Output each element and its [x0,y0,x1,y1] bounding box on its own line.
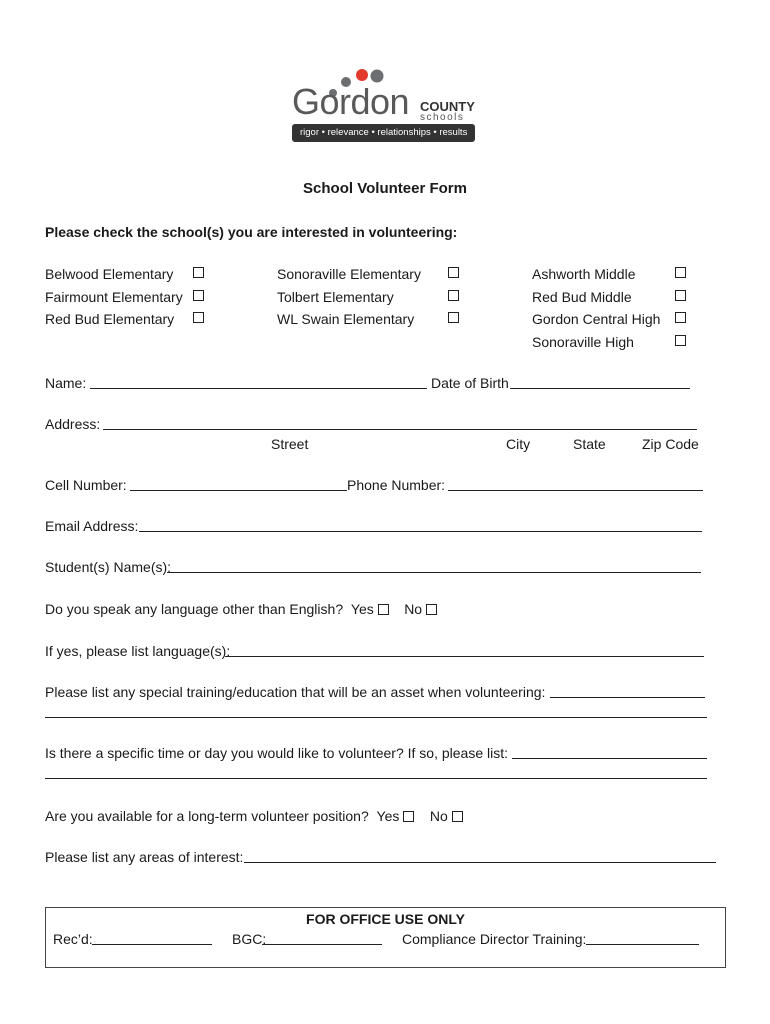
training-field-2[interactable] [45,717,707,718]
interests-field[interactable] [244,862,716,863]
dob-field[interactable] [510,388,690,389]
students-field[interactable] [167,572,701,573]
logo-tagline-bar [292,124,475,142]
longterm-question [45,808,463,824]
school-redbud-middle-checkbox[interactable] [675,290,686,301]
time-label: Is there a specific time or day you would like to volunteer? If so, please list: [45,745,509,761]
school-fairmount-checkbox[interactable] [193,290,204,301]
interests-label: Please list any areas of interest: [45,849,244,865]
language-no-label: No [404,601,423,617]
school-gordon-central-checkbox[interactable] [675,312,686,323]
address-field[interactable] [103,429,697,430]
school-belwood-label: Belwood Elementary [45,266,174,282]
office-use-box [45,907,726,968]
logo-tagline: rigor • relevance • relationships • results [300,127,468,138]
language-question-text: Do you speak any language other than English? [45,601,344,617]
address-street-caption: Street [271,436,309,452]
school-belwood-checkbox[interactable] [193,267,204,278]
logo-name: Gordon [292,81,410,122]
form-title: School Volunteer Form [303,180,467,197]
compliance-label: Compliance Director Training: [402,931,587,947]
school-redbud-elem-checkbox[interactable] [193,312,204,323]
phone-label: Phone Number: [347,477,446,493]
school-wlswain-checkbox[interactable] [448,312,459,323]
school-fairmount-label: Fairmount Elementary [45,289,183,305]
dob-label: Date of Birth [431,375,509,391]
email-field[interactable] [139,531,702,532]
school-sonoraville-elem-label: Sonoraville Elementary [277,266,421,282]
language-list-label: If yes, please list language(s): [45,643,231,659]
recd-field[interactable] [92,944,212,945]
phone-field[interactable] [448,490,703,491]
school-sonoraville-high-label: Sonoraville High [532,334,634,350]
school-sonoraville-elem-checkbox[interactable] [448,267,459,278]
longterm-no-checkbox[interactable] [452,811,463,822]
school-tolbert-label: Tolbert Elementary [277,289,394,305]
longterm-yes-checkbox[interactable] [403,811,414,822]
address-city-caption: City [506,436,531,452]
address-state-caption: State [573,436,606,452]
training-field-1[interactable] [550,697,705,698]
cell-field[interactable] [130,490,347,491]
language-yes-label: Yes [350,601,374,617]
students-label: Student(s) Name(s): [45,559,172,575]
language-no-checkbox[interactable] [426,604,437,615]
school-ashworth-checkbox[interactable] [675,267,686,278]
schools-prompt: Please check the school(s) you are interested in volunteering: [45,224,458,240]
name-label: Name: [45,375,87,391]
longterm-question-text: Are you available for a long-term volunteer position? [45,808,369,824]
bgc-field[interactable] [262,944,382,945]
school-redbud-middle-label: Red Bud Middle [532,289,632,305]
recd-label: Rec’d: [53,931,93,947]
logo [290,66,480,146]
cell-label: Cell Number: [45,477,127,493]
time-field-1[interactable] [512,758,707,759]
email-label: Email Address: [45,518,139,534]
address-zip-caption: Zip Code [642,436,699,452]
school-tolbert-checkbox[interactable] [448,290,459,301]
compliance-field[interactable] [586,944,699,945]
address-label: Address: [45,416,101,432]
name-field[interactable] [90,388,427,389]
longterm-yes-label: Yes [376,808,400,824]
school-ashworth-label: Ashworth Middle [532,266,636,282]
office-use-title: FOR OFFICE USE ONLY [306,911,465,927]
time-field-2[interactable] [45,778,707,779]
logo-schools: schools [420,112,465,123]
language-question [45,601,437,617]
training-label: Please list any special training/education that will be an asset when volunteering: [45,684,546,700]
language-list-field[interactable] [225,656,704,657]
school-wlswain-label: WL Swain Elementary [277,311,415,327]
language-yes-checkbox[interactable] [378,604,389,615]
school-redbud-elem-label: Red Bud Elementary [45,311,175,327]
school-gordon-central-label: Gordon Central High [532,311,661,327]
longterm-no-label: No [429,808,448,824]
school-sonoraville-high-checkbox[interactable] [675,335,686,346]
logo-county: COUNTY [420,99,475,114]
bgc-label: BGC: [232,931,267,947]
